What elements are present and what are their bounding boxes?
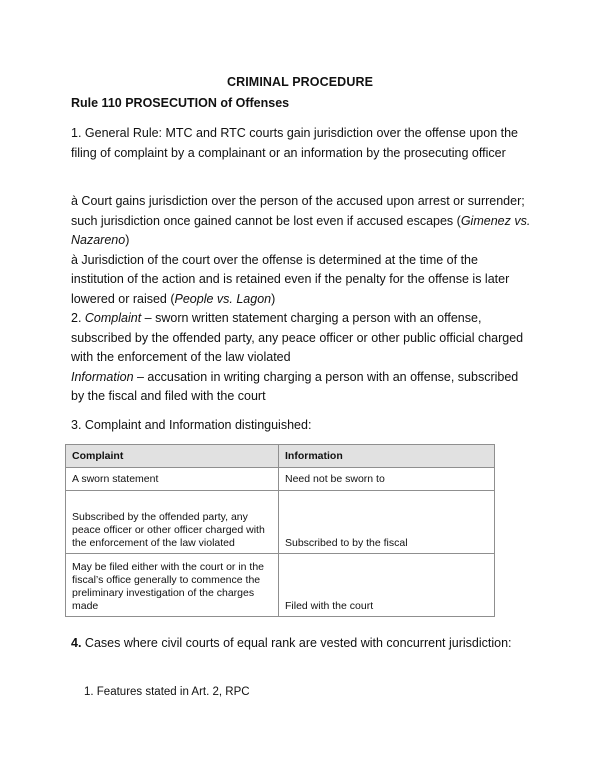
complaint-term: Complaint bbox=[84, 311, 142, 325]
table-cell: A sworn statement bbox=[66, 468, 279, 491]
comparison-table bbox=[65, 444, 495, 617]
case-citation-lagon: People vs. Lagon bbox=[174, 291, 272, 306]
table-row bbox=[66, 554, 495, 617]
header-complaint: Complaint bbox=[66, 445, 279, 468]
note-1-text: à Court gains jurisdiction over the person of the accused upon arrest or surrender; such jurisdiction once gained cannot be lost even if accused escapes ( bbox=[71, 194, 525, 228]
section-3-heading: 3. Complaint and Information distinguished: bbox=[71, 418, 312, 432]
section-4 bbox=[71, 634, 531, 654]
section-2-number: 2. bbox=[71, 311, 85, 325]
information-definition bbox=[71, 368, 531, 407]
list-item: 1. Features stated in Art. 2, RPC bbox=[84, 686, 250, 698]
table-header-row bbox=[66, 445, 495, 468]
table-cell: Subscribed by the offended party, any peace officer or other officer charged with the enforcement of the law violated bbox=[66, 491, 279, 554]
complaint-def-text: – sworn written statement charging a person with an offense, subscribed by the offended party, any peace officer or other public official charged with the enforcement of the law violated bbox=[71, 311, 524, 364]
information-def-text: – accusation in writing charging a person with an offense, subscribed by the fiscal and filed with the court bbox=[71, 369, 519, 403]
general-rule-paragraph: 1. General Rule: MTC and RTC courts gain jurisdiction over the offense upon the filing of complaint by a complainant or an information by the prosecuting officer bbox=[71, 126, 518, 160]
table-cell: Need not be sworn to bbox=[279, 468, 495, 491]
table-cell: Filed with the court bbox=[279, 554, 495, 617]
section-4-text: Cases where civil courts of equal rank are vested with concurrent jurisdiction: bbox=[81, 636, 512, 650]
note-1-end: ) bbox=[125, 233, 130, 247]
section-1 bbox=[71, 124, 531, 163]
note-2-end: ) bbox=[271, 291, 276, 306]
header-information: Information bbox=[279, 445, 495, 468]
section-4-paragraph bbox=[71, 634, 531, 654]
table-cell: Subscribed to by the fiscal bbox=[279, 491, 495, 554]
complaint-definition bbox=[71, 309, 531, 368]
notes-section bbox=[71, 192, 531, 407]
information-term: Information bbox=[71, 369, 134, 384]
rule-heading: Rule 110 PROSECUTION of Offenses bbox=[71, 96, 290, 110]
note-2-text: à Jurisdiction of the court over the offense is determined at the time of the institution of the action and is retained even if the penalty for the offense is later lowered or raised ( bbox=[71, 252, 510, 306]
case-citation-gimenez: Gimenez vs. Nazareno bbox=[71, 213, 531, 247]
table-row bbox=[66, 491, 495, 554]
note-jurisdiction-person bbox=[71, 192, 531, 251]
table-cell: May be filed either with the court or in the fiscal’s office generally to commence the preliminary investigation of the charges made bbox=[66, 554, 279, 617]
table-row bbox=[66, 468, 495, 491]
document-title: CRIMINAL PROCEDURE bbox=[226, 75, 374, 89]
note-jurisdiction-offense bbox=[71, 251, 531, 310]
section-4-number: 4. bbox=[71, 636, 82, 650]
